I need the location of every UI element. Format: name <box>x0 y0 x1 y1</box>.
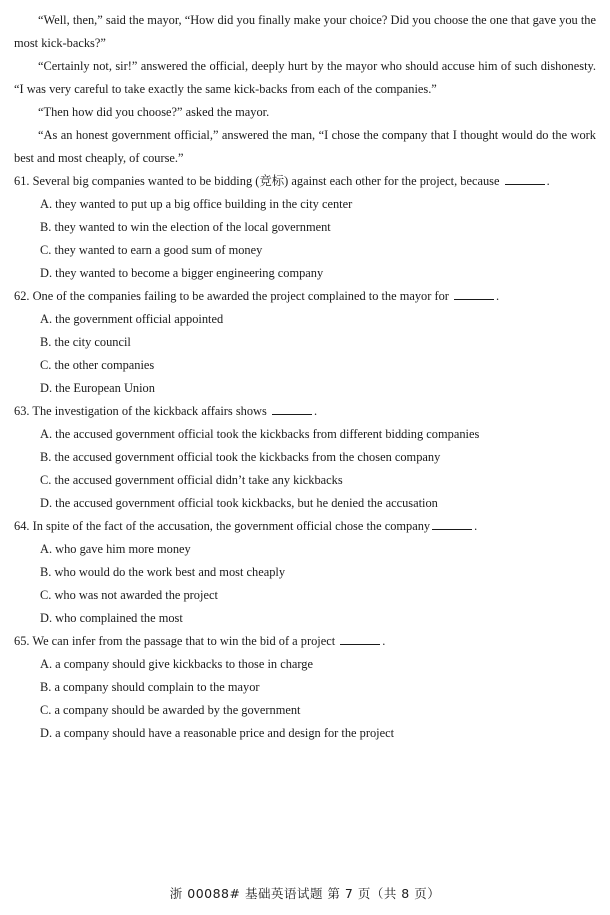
option-b: B. they wanted to win the election of the local government <box>40 220 331 234</box>
question-text: One of the companies failing to be awarded the project complained to the mayor for <box>32 289 449 303</box>
option-list <box>14 423 596 515</box>
answer-blank <box>454 287 494 300</box>
question-text: We can infer from the passage that to win the bid of a project <box>32 634 336 648</box>
question-text-end: . <box>496 289 500 303</box>
page-footer: 浙 00088# 基础英语试题 第 7 页（共 8 页） <box>169 886 441 901</box>
option-a: A. the government official appointed <box>40 312 224 326</box>
passage-paragraph: “Certainly not, sir!” answered the official, deeply hurt by the mayor who should accuse him of such dishonesty. “I was very careful to take exactly the same kick-backs from each of the companies.” <box>14 59 596 96</box>
option-list <box>14 653 596 745</box>
option-a: A. they wanted to put up a big office building in the city center <box>40 197 353 211</box>
question-text: Several big companies wanted to be bidding (竞标) against each other for the project, because <box>32 174 500 188</box>
question-stem <box>14 170 596 193</box>
option-a: A. who gave him more money <box>40 542 191 556</box>
question-stem <box>14 515 596 538</box>
option-c: C. who was not awarded the project <box>40 588 218 602</box>
question-text-end: . <box>474 519 478 533</box>
option-d: D. the European Union <box>40 381 155 395</box>
question-text: The investigation of the kickback affairs shows <box>32 404 267 418</box>
option-d: D. the accused government official took kickbacks, but he denied the accusation <box>40 496 438 510</box>
option-list <box>14 538 596 630</box>
question-text: In spite of the fact of the accusation, the government official chose the company <box>32 519 431 533</box>
question-text-end: . <box>546 174 550 188</box>
passage-paragraph: “Well, then,” said the mayor, “How did you finally make your choice? Did you choose the one that gave you the most kick-backs?” <box>14 13 596 50</box>
question-62 <box>14 285 596 400</box>
answer-blank <box>272 402 312 415</box>
question-stem <box>14 400 596 423</box>
passage-paragraph: “As an honest government official,” answered the man, “I chose the company that I thought would do the work best and most cheaply, of course.” <box>14 128 596 165</box>
question-number: 64. <box>14 519 30 533</box>
option-list <box>14 193 596 285</box>
question-stem <box>14 630 596 653</box>
question-number: 61. <box>14 174 30 188</box>
question-61 <box>14 170 596 285</box>
option-a: A. the accused government official took the kickbacks from different bidding companies <box>40 427 480 441</box>
question-stem <box>14 285 596 308</box>
option-c: C. the other companies <box>40 358 155 372</box>
option-b: B. who would do the work best and most cheaply <box>40 565 286 579</box>
answer-blank <box>505 172 545 185</box>
question-text-end: . <box>382 634 386 648</box>
answer-blank <box>432 517 472 530</box>
option-c: C. they wanted to earn a good sum of money <box>40 243 263 257</box>
reading-passage <box>14 9 596 170</box>
question-text-end: . <box>313 404 318 418</box>
question-number: 63. <box>14 404 30 418</box>
page-content <box>14 9 596 745</box>
question-64 <box>14 515 596 630</box>
option-b: B. a company should complain to the mayor <box>40 680 260 694</box>
option-c: C. a company should be awarded by the government <box>40 703 301 717</box>
question-number: 65. <box>14 634 30 648</box>
question-number: 62. <box>14 289 30 303</box>
question-63 <box>14 400 596 515</box>
option-list <box>14 308 596 400</box>
option-a: A. a company should give kickbacks to those in charge <box>40 657 313 671</box>
option-c: C. the accused government official didn’t take any kickbacks <box>40 473 343 487</box>
question-65 <box>14 630 596 745</box>
passage-paragraph: “Then how did you choose?” asked the mayor. <box>38 105 270 119</box>
option-b: B. the city council <box>40 335 131 349</box>
option-d: D. who complained the most <box>40 611 183 625</box>
answer-blank <box>340 632 380 645</box>
option-d: D. they wanted to become a bigger engineering company <box>40 266 324 280</box>
option-b: B. the accused government official took the kickbacks from the chosen company <box>40 450 441 464</box>
option-d: D. a company should have a reasonable price and design for the project <box>40 726 395 740</box>
